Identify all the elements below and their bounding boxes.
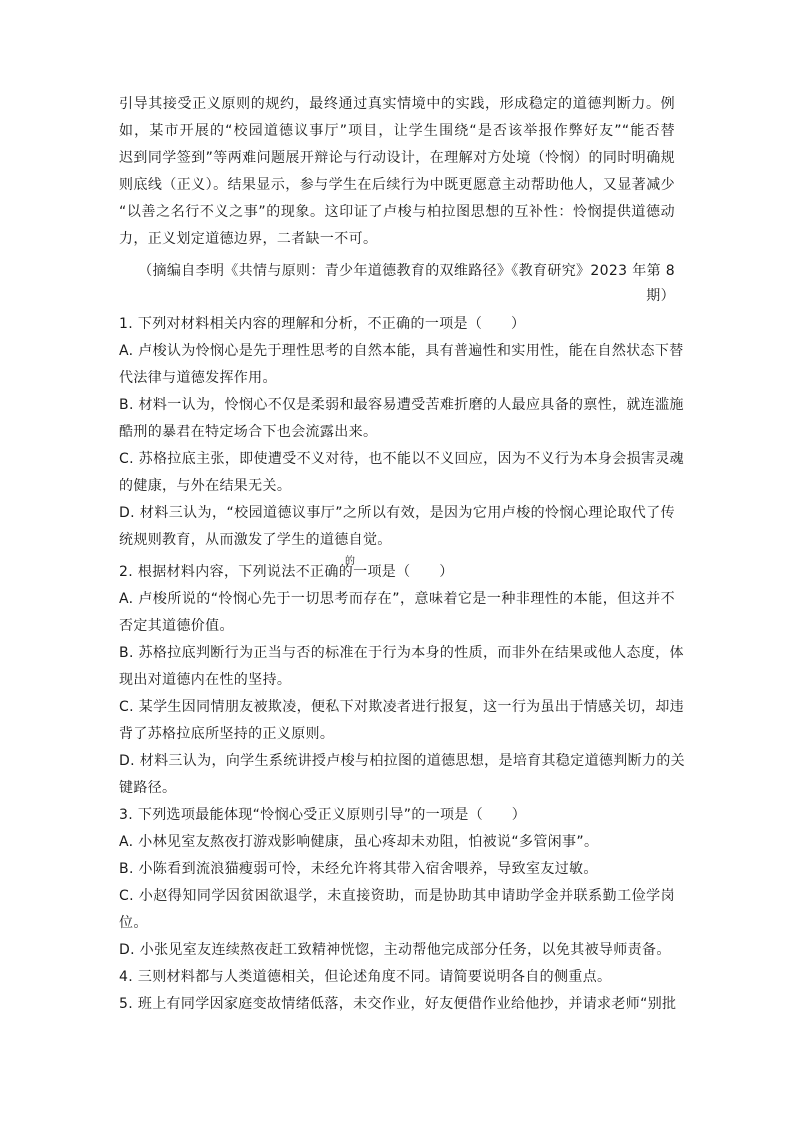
question-1-option-a: A. 卢梭认为怜悯心是先于理性思考的自然本能，具有普遍性和实用性，能在自然状态下替 <box>119 343 684 359</box>
question-3-option-d: D. 小张见室友连续熬夜赶工致精神恍惚，主动帮他完成部分任务，以免其被导师责备。 <box>119 942 671 958</box>
question-4-stem: 4. 三则材料都与人类道德相关，但论述角度不同。请简要说明各自的侧重点。 <box>119 969 612 985</box>
question-5-stem: 5. 班上有同学因家庭变故情绪低落，未交作业，好友便借作业给他抄，并请求老师“别批 <box>119 996 677 1012</box>
question-3-option-c-cont: 位。 <box>119 915 148 931</box>
question-3-option-c: C. 小赵得知同学因贫困欲退学，未直接资助，而是协助其申请助学金并联系勤工俭学岗 <box>119 888 675 904</box>
source-citation-continued: 期） <box>646 288 675 304</box>
passage-line: 引导其接受正义原则的规约，最终通过真实情境中的实践，形成稳定的道德判断力。例 <box>119 96 675 112</box>
question-1-option-b: B. 材料一认为，怜悯心不仅是柔弱和最容易遭受苦难折磨的人最应具备的禀性，就连滥施 <box>119 397 684 413</box>
question-1-stem: 1. 下列对材料相关内容的理解和分析，不正确的一项是（ ） <box>119 316 526 332</box>
question-3-option-b: B. 小陈看到流浪猫瘦弱可怜，未经允许将其带入宿舍喂养，导致室友过敏。 <box>119 861 598 877</box>
question-1-option-d: D. 材料三认为，“校园道德议事厅”之所以有效，是因为它用卢梭的怜悯心理论取代了传 <box>119 505 675 521</box>
question-1-option-a-cont: 代法律与道德发挥作用。 <box>119 370 277 386</box>
question-2-option-c: C. 某学生因同情朋友被欺凌，便私下对欺凌者进行报复，这一行为虽出于情感关切，却违 <box>119 699 685 715</box>
question-2-option-c-cont: 背了苏格拉底所坚持的正义原则。 <box>119 726 335 742</box>
passage-line: 则底线（正义）。结果显示，参与学生在后续行为中既更愿意主动帮助他人，又显著减少 <box>119 177 675 193</box>
question-2-option-d-cont: 键路径。 <box>119 780 177 796</box>
passage-line: 力，正义划定道德边界，二者缺一不可。 <box>119 231 378 247</box>
question-1-option-b-cont: 酷刑的暴君在特定场合下也会流露出来。 <box>119 424 378 440</box>
passage-line: 如，某市开展的“校园道德议事厅”项目，让学生围绕“是否该举报作弊好友”“能否替 <box>119 123 675 139</box>
question-3-option-a: A. 小林见室友熬夜打游戏影响健康，虽心疼却未劝阻，怕被说“多管闲事”。 <box>119 834 599 850</box>
question-2-superscript: 的 <box>345 556 356 567</box>
question-2-option-b: B. 苏格拉底判断行为正当与否的标准在于行为本身的性质，而非外在结果或他人态度，体 <box>119 645 684 661</box>
question-2-stem: 2. 根据材料内容，下列说法不正确的一项是（ ） <box>119 564 454 580</box>
question-2-option-d: D. 材料三认为，向学生系统讲授卢梭与柏拉图的道德思想，是培育其稳定道德判断力的关 <box>119 753 686 769</box>
passage-line: “以善之名行不义之事”的现象。这印证了卢梭与柏拉图思想的互补性：怜悯提供道德动 <box>119 204 675 220</box>
question-1-option-d-cont: 统规则教育，从而激发了学生的道德自觉。 <box>119 532 392 548</box>
question-2-option-b-cont: 现出对道德内在性的坚持。 <box>119 672 292 688</box>
question-2-option-a-cont: 否定其道德价值。 <box>119 618 234 634</box>
question-3-stem: 3. 下列选项最能体现“怜悯心受正义原则引导”的一项是（ ） <box>119 807 527 823</box>
passage-line: 迟到同学签到”等两难问题展开辩论与行动设计，在理解对方处境（怜悯）的同时明确规 <box>119 150 675 166</box>
question-2-option-a: A. 卢梭所说的“怜悯心先于一切思考而存在”，意味着它是一种非理性的本能，但这并不 <box>119 591 675 607</box>
question-1-option-c-cont: 的健康，与外在结果无关。 <box>119 478 292 494</box>
source-citation: （摘编自李明《共情与原则：青少年道德教育的双维路径》《教育研究》2023 年第 8 <box>138 263 675 279</box>
question-1-option-c: C. 苏格拉底主张，即使遭受不义对待，也不能以不义回应，因为不义行为本身会损害灵魂 <box>119 451 685 467</box>
